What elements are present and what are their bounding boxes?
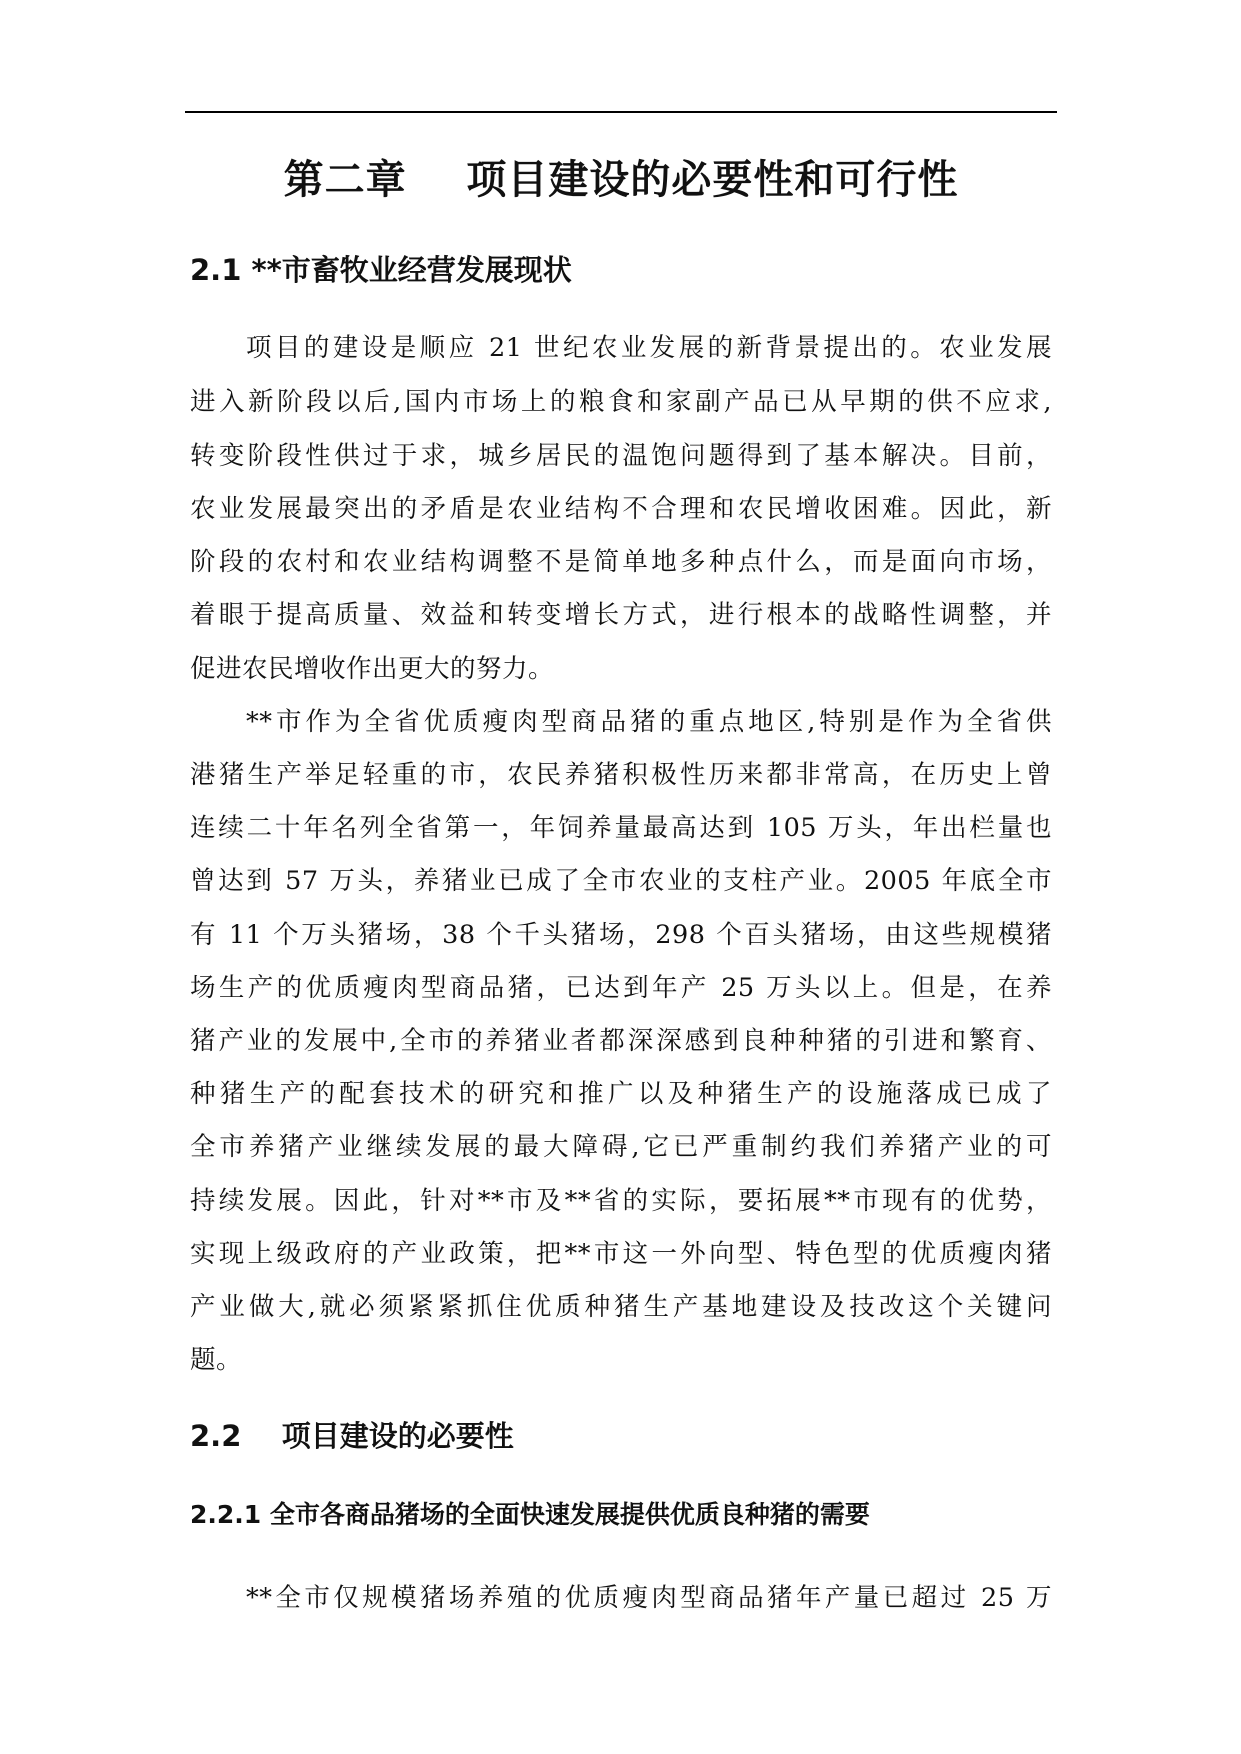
text-line: 着眼于提高质量、效益和转变增长方式，进行根本的战略性调整，并 xyxy=(190,600,1052,630)
text-line: 猪产业的发展中,全市的养猪业者都深深感到良种种猪的引进和繁育、 xyxy=(190,1026,1052,1056)
section-heading-2-1: 2.1 **市畜牧业经营发展现状 xyxy=(190,253,572,287)
text-line: 题。 xyxy=(190,1345,243,1375)
subsection-heading-2-2-1: 2.2.1 全市各商品猪场的全面快速发展提供优质良种猪的需要 xyxy=(190,1500,870,1529)
text-line: 进入新阶段以后,国内市场上的粮食和家副产品已从早期的供不应求, xyxy=(190,387,1052,417)
text-line: **全市仅规模猪场养殖的优质瘦肉型商品猪年产量已超过 25 万 xyxy=(246,1583,1052,1613)
text-line: 港猪生产举足轻重的市，农民养猪积极性历来都非常高，在历史上曾 xyxy=(190,760,1052,790)
text-line: 阶段的农村和农业结构调整不是简单地多种点什么，而是面向市场， xyxy=(190,547,1052,577)
text-line: **市作为全省优质瘦肉型商品猪的重点地区,特别是作为全省供 xyxy=(246,707,1052,737)
header-rule xyxy=(185,111,1057,113)
text-line: 持续发展。因此，针对**市及**省的实际，要拓展**市现有的优势， xyxy=(190,1186,1052,1216)
text-line: 曾达到 57 万头，养猪业已成了全市农业的支柱产业。2005 年底全市 xyxy=(190,866,1052,896)
chapter-title: 第二章 项目建设的必要性和可行性 xyxy=(283,157,959,203)
text-line: 实现上级政府的产业政策，把**市这一外向型、特色型的优质瘦肉猪 xyxy=(190,1239,1052,1269)
text-line: 连续二十年名列全省第一，年饲养量最高达到 105 万头，年出栏量也 xyxy=(190,813,1052,843)
text-line: 种猪生产的配套技术的研究和推广以及种猪生产的设施落成已成了 xyxy=(190,1079,1052,1109)
text-line: 全市养猪产业继续发展的最大障碍,它已严重制约我们养猪产业的可 xyxy=(190,1132,1052,1162)
text-line: 促进农民增收作出更大的努力。 xyxy=(190,654,555,684)
text-line: 农业发展最突出的矛盾是农业结构不合理和农民增收困难。因此，新 xyxy=(190,494,1052,524)
text-line: 项目的建设是顺应 21 世纪农业发展的新背景提出的。农业发展 xyxy=(246,333,1052,363)
text-line: 转变阶段性供过于求，城乡居民的温饱问题得到了基本解决。目前， xyxy=(190,441,1052,471)
text-line: 产业做大,就必须紧紧抓住优质种猪生产基地建设及技改这个关键问 xyxy=(190,1292,1052,1322)
text-line: 有 11 个万头猪场，38 个千头猪场，298 个百头猪场，由这些规模猪 xyxy=(190,920,1052,950)
text-line: 场生产的优质瘦肉型商品猪，已达到年产 25 万头以上。但是，在养 xyxy=(190,973,1052,1003)
section-heading-2-2: 2.2 项目建设的必要性 xyxy=(190,1419,514,1453)
